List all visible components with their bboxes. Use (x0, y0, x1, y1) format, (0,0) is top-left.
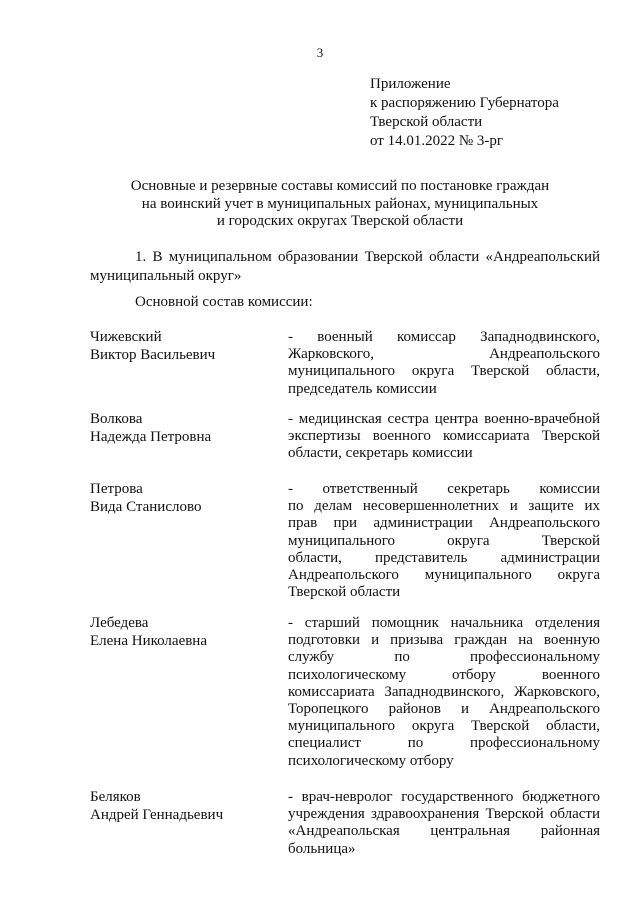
member-name (90, 481, 280, 516)
member-given-name: Андрей Геннадьевич (90, 806, 224, 823)
role-line: экспертизы военного комиссариата Тверской (288, 428, 600, 445)
member-name (90, 789, 280, 824)
role-line: «Андреапольская центральная районная (288, 823, 600, 840)
member-surname: Волкова (90, 411, 143, 427)
role-line: председатель комиссии (288, 380, 437, 397)
member-surname: Чижевский (90, 329, 162, 345)
appendix-line: от 14.01.2022 № 3-рг (370, 133, 504, 149)
title-line: на воинский учет в муниципальных районах, муниципальных (141, 195, 539, 212)
role-line: области, секретарь комиссии (288, 445, 473, 462)
role-line: больница» (288, 840, 356, 857)
role-line: муниципального округа Тверской (288, 532, 600, 549)
role-line: Андреапольского муниципального округа (288, 567, 600, 584)
role-line: Тверской области (288, 584, 401, 601)
role-line: специалист по профессиональному (288, 735, 600, 752)
role-line: муниципального округа Тверской области, (288, 718, 600, 735)
title-line: и городских округах Тверской области (216, 213, 464, 229)
role-line: - старший помощник начальника отделения (288, 615, 600, 631)
appendix-block (370, 75, 630, 151)
section-heading-line: 1. В муниципальном образовании Тверской области «Андреапольский (135, 249, 600, 265)
member-name (90, 329, 280, 364)
member-given-name: Виктор Васильевич (90, 346, 216, 363)
role-line: по делам несовершеннолетних и защите их (288, 498, 600, 515)
role-line: подготовки и призыва граждан на военную (288, 632, 600, 649)
member-role (288, 615, 600, 770)
role-line: службу по профессиональному (288, 649, 600, 666)
role-line: области, представитель администрации (288, 549, 600, 566)
role-line: - врач-невролог государственного бюджетного (288, 789, 600, 805)
role-line: прав при администрации Андреапольского (288, 515, 600, 532)
member-name (90, 615, 280, 650)
member-role (288, 481, 600, 601)
member-role (288, 329, 600, 398)
role-line: Жарковского, Андреапольского (288, 346, 600, 363)
member-role (288, 411, 600, 463)
member-given-name: Вида Станислово (90, 498, 202, 515)
role-line: муниципального округа Тверской области, (288, 363, 600, 380)
member-surname: Беляков (90, 789, 141, 805)
member-name (90, 411, 280, 446)
title-line: Основные и резервные составы комиссий по постановке граждан (130, 178, 550, 194)
role-line: - медицинская сестра центра военно-врачебной (288, 411, 600, 427)
member-surname: Петрова (90, 481, 143, 497)
role-line: - военный комиссар Западнодвинского, (288, 329, 600, 345)
section-heading (90, 248, 600, 285)
role-line: Торопецкого районов и Андреапольского (288, 701, 600, 718)
role-line: психологическому отбору военного (288, 666, 600, 683)
member-given-name: Надежда Петровна (90, 428, 212, 445)
composition-heading: Основной состав комиссии: (135, 294, 313, 310)
role-line: учреждения здравоохранения Тверской области (288, 806, 600, 823)
member-given-name: Елена Николаевна (90, 632, 207, 649)
role-line: комиссариата Западнодвинского, Жарковского, (288, 683, 600, 700)
appendix-line: Тверской области (370, 114, 483, 130)
document-title (90, 178, 590, 231)
page-number: 3 (316, 45, 324, 60)
member-role (288, 789, 600, 858)
role-line: - ответственный секретарь комиссии (288, 481, 600, 497)
section-heading-line: муниципальный округ» (90, 267, 242, 284)
role-line: психологическому отбору (288, 752, 454, 769)
appendix-line: Приложение (370, 76, 451, 92)
appendix-line: к распоряжению Губернатора (370, 95, 559, 111)
member-surname: Лебедева (90, 615, 149, 631)
